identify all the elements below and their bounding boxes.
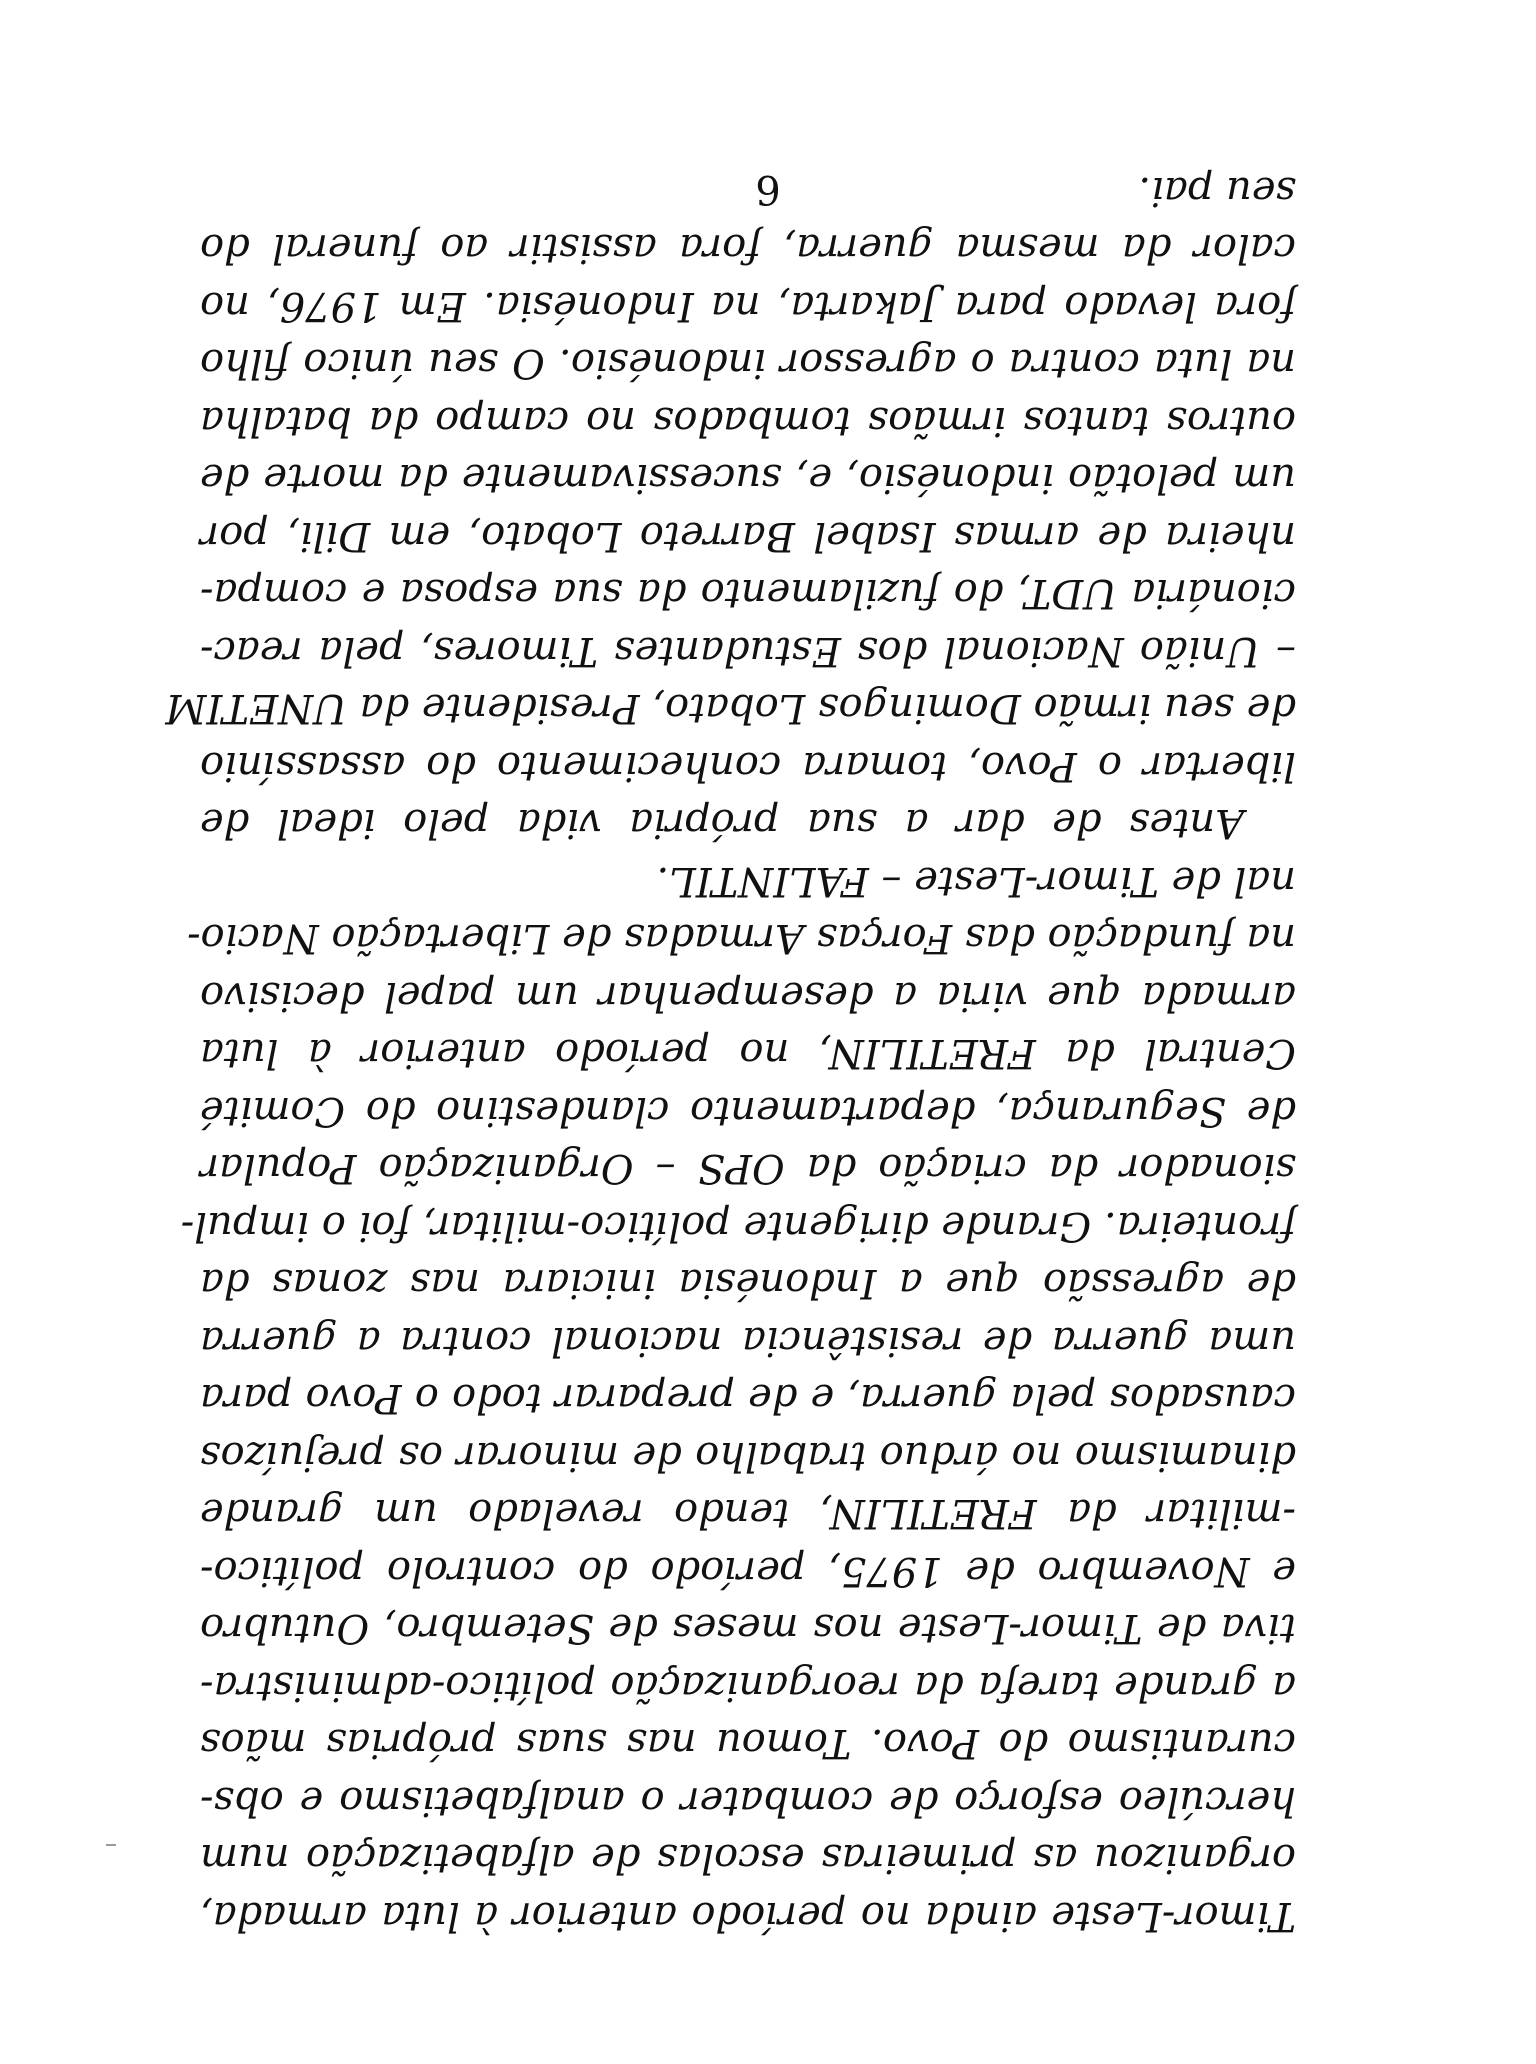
text-line: Timor-Leste ainda no período anterior à luta armada, bbox=[200, 1893, 1296, 1939]
page-number: 6 bbox=[755, 166, 781, 212]
text-line: armada que viria a desempenhar um papel decisivo bbox=[200, 973, 1296, 1019]
text-line: de agressão que a Indonésia iniciara nas zonas da bbox=[200, 1260, 1296, 1307]
text-line: Antes de dar a sua própria vida pelo ideal de bbox=[200, 800, 1244, 847]
text-line: libertar o Povo, tomara conhecimento do assassínio bbox=[200, 743, 1296, 789]
text-line: de seu irmão Domingos Lobato, Presidente da UNETIM bbox=[165, 685, 1296, 732]
paragraph bbox=[165, 162, 1296, 852]
text-line: – União Nacional dos Estudantes Timores, pela reac- bbox=[200, 628, 1296, 674]
text-line: tiva de Timor-Leste nos meses de Setembro, Outubro bbox=[200, 1605, 1296, 1652]
text-line: dinamismo no árduo trabalho de minorar os prejuízos bbox=[200, 1433, 1296, 1479]
text-line: e Novembro de 1975, período do controlo político- bbox=[200, 1548, 1296, 1594]
text-line: de Segurança, departamento clandestino do Comité bbox=[200, 1088, 1296, 1134]
paragraph bbox=[180, 852, 1296, 1945]
text-line: outros tantos irmãos tombados no campo da batalha bbox=[200, 398, 1296, 444]
text-line: fora levado para Jakarta, na Indonésia. Em 1976, no bbox=[200, 283, 1296, 329]
text-line: nal de Timor-Leste – FALINTIL. bbox=[656, 858, 1296, 904]
body-text bbox=[165, 162, 1296, 1945]
text-line: Central da FRETILIN, no período anterior à luta bbox=[200, 1030, 1296, 1077]
text-line: curantismo do Povo. Tomou nas suas próprias mãos bbox=[200, 1720, 1296, 1767]
text-line: cionária UDT, do fuzilamento da sua esposa e compa- bbox=[200, 570, 1296, 617]
scan-speck bbox=[106, 1844, 116, 1846]
text-line: na fundação das Forças Armadas de Libertação Nacio- bbox=[187, 915, 1296, 962]
paragraphs bbox=[165, 162, 1296, 1945]
text-line: sionador da criação da OPS – Organização Popular bbox=[200, 1145, 1296, 1192]
text-line: nheira de armas Isabel Barreto Lobato, em Dili, por bbox=[200, 513, 1296, 559]
text-line: calor da mesma guerra, fora assistir ao funeral do bbox=[200, 225, 1296, 272]
text-line: fronteira. Grande dirigente político-militar, foi o impul- bbox=[180, 1203, 1296, 1249]
text-line: a grande tarefa da reorganização político-administra- bbox=[200, 1663, 1296, 1709]
text-line: uma guerra de resistência nacional contra a guerra bbox=[200, 1318, 1296, 1364]
text-line: seu pai. bbox=[1138, 168, 1296, 214]
text-line: hercúleo esforço de combater o analfabetismo e obs- bbox=[200, 1778, 1296, 1824]
text-line: um pelotão indonésio, e, sucessivamente da morte de bbox=[200, 455, 1296, 502]
text-line: na luta contra o agressor indonésio. O seu único filho bbox=[200, 340, 1296, 387]
text-line: causados pela guerra, e de preparar todo o Povo para bbox=[200, 1375, 1296, 1422]
text-line: organizou as primeiras escolas de alfabetização num bbox=[200, 1835, 1296, 1882]
text-line: -militar da FRETILIN, tendo revelado um grande bbox=[200, 1490, 1296, 1537]
